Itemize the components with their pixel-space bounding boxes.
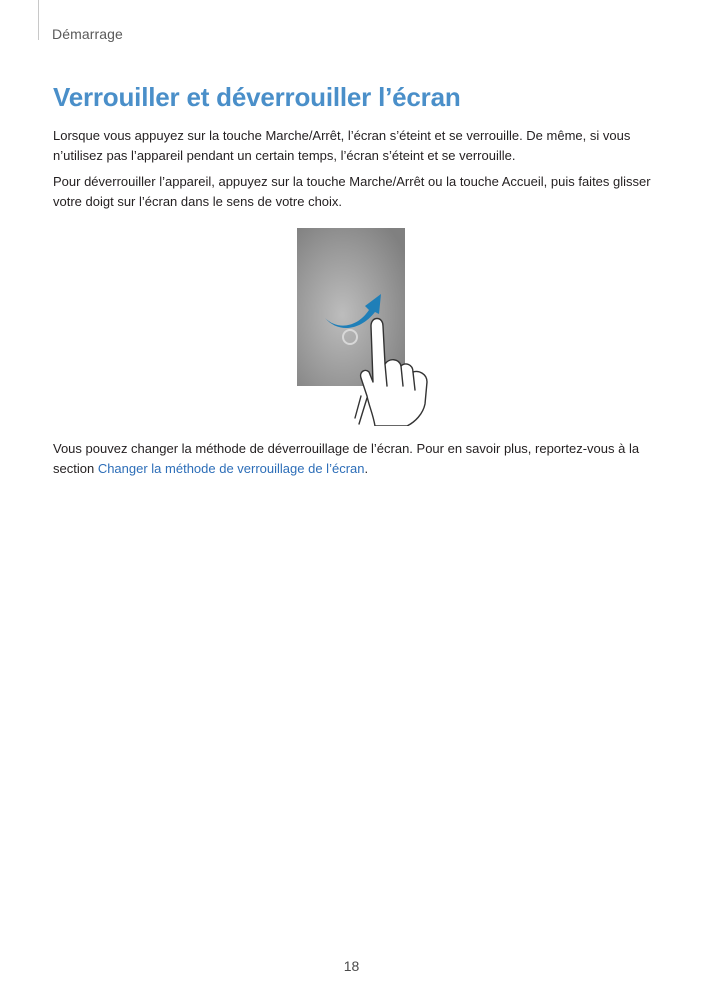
unlock-swipe-illustration xyxy=(295,226,435,426)
paragraph-more-info xyxy=(53,439,653,479)
page-number: 18 xyxy=(343,958,360,974)
paragraph-lock-description: Lorsque vous appuyez sur la touche Marche/Arrêt, l’écran s’éteint et se verrouille. De même, si vous n’utilisez pas l’appareil pendant un certain temps, l’écran s’éteint et se verrouille. xyxy=(53,128,631,163)
more-info-end: . xyxy=(364,461,369,476)
unlock-method-link[interactable]: Changer la méthode de verrouillage de l’écran xyxy=(97,461,365,476)
page-title: Verrouiller et déverrouiller l’écran xyxy=(53,82,461,112)
corner-rule xyxy=(38,0,39,40)
more-info-text: Vous pouvez changer la méthode de déverrouillage de l’écran. Pour en savoir plus, reportez-vous à la section xyxy=(53,441,640,476)
paragraph-unlock-instructions: Pour déverrouiller l’appareil, appuyez sur la touche Marche/Arrêt ou la touche Accueil, puis faites glisser votre doigt sur l’écran dans le sens de votre choix. xyxy=(53,174,651,209)
section-label: Démarrage xyxy=(52,26,123,42)
